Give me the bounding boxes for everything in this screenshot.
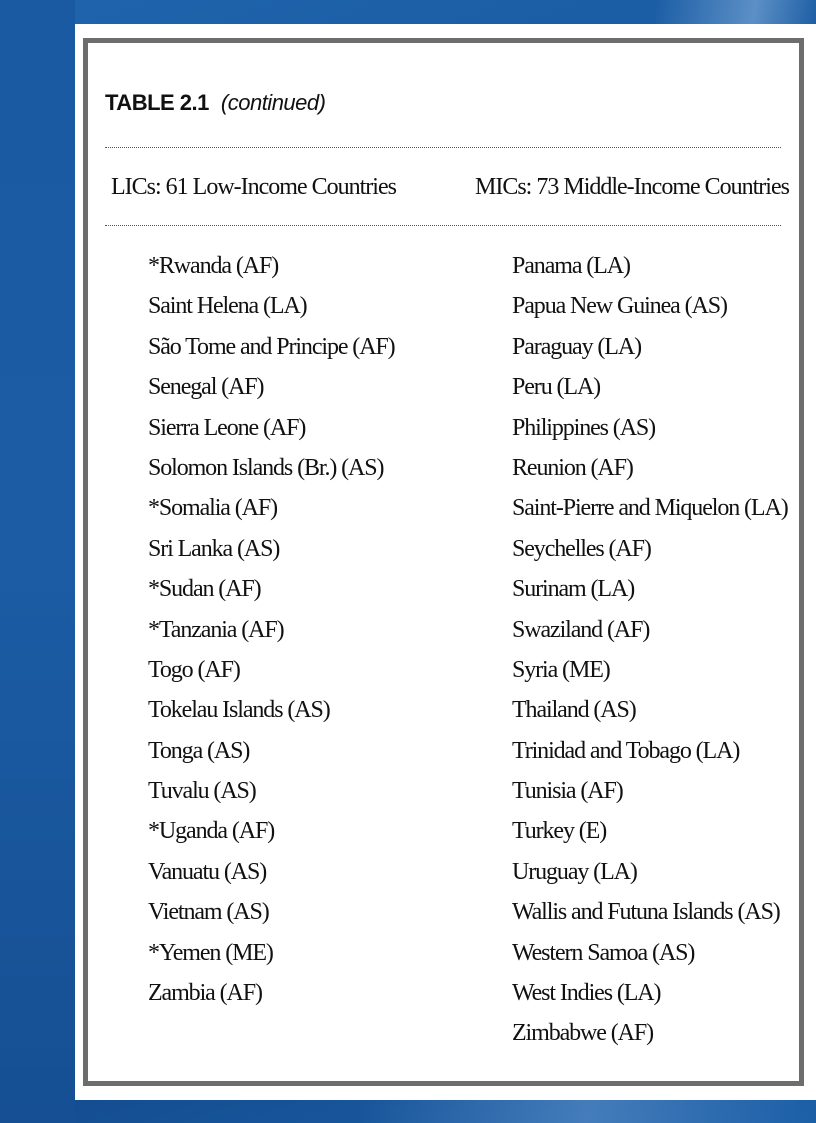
country-entry: Sierra Leone (AF) bbox=[148, 414, 306, 441]
country-entry: São Tome and Principe (AF) bbox=[148, 333, 395, 360]
table-continued-label: (continued) bbox=[220, 90, 326, 115]
country-entry: Zambia (AF) bbox=[148, 980, 262, 1007]
country-entry: Western Samoa (AS) bbox=[512, 939, 695, 966]
slide-background-strip bbox=[0, 0, 75, 1123]
country-entry: Thailand (AS) bbox=[512, 697, 636, 724]
country-entry: *Sudan (AF) bbox=[148, 576, 261, 603]
mic-column-header: MICs: 73 Middle-Income Countries bbox=[475, 174, 789, 200]
country-entry: Tonga (AS) bbox=[148, 737, 250, 764]
country-entry: Surinam (LA) bbox=[512, 576, 635, 603]
country-entry: Peru (LA) bbox=[512, 374, 601, 401]
table-title bbox=[105, 90, 325, 116]
lic-country-list bbox=[148, 246, 395, 1013]
country-entry: Vietnam (AS) bbox=[148, 899, 269, 926]
country-entry: Reunion (AF) bbox=[512, 454, 633, 481]
country-entry: Panama (LA) bbox=[512, 253, 630, 279]
country-entry: Syria (ME) bbox=[512, 656, 610, 683]
table-number: TABLE 2.1 bbox=[105, 90, 209, 115]
lic-column-header: LICs: 61 Low-Income Countries bbox=[111, 174, 396, 200]
country-entry: West Indies (LA) bbox=[512, 980, 661, 1007]
country-entry: Tokelau Islands (AS) bbox=[148, 697, 330, 724]
header-top-rule bbox=[105, 147, 781, 148]
country-entry: Swaziland (AF) bbox=[512, 616, 650, 643]
country-entry: Philippines (AS) bbox=[512, 414, 656, 441]
country-entry: *Somalia (AF) bbox=[148, 495, 278, 522]
country-entry: Zimbabwe (AF) bbox=[512, 1020, 653, 1047]
mic-country-list bbox=[512, 246, 788, 1054]
country-entry: Solomon Islands (Br.) (AS) bbox=[148, 454, 384, 481]
country-entry: *Tanzania (AF) bbox=[148, 616, 284, 643]
country-entry: *Yemen (ME) bbox=[148, 939, 273, 966]
country-entry: Senegal (AF) bbox=[148, 374, 264, 401]
country-entry: Sri Lanka (AS) bbox=[148, 535, 280, 562]
country-entry: Saint Helena (LA) bbox=[148, 293, 307, 320]
country-entry: Vanuatu (AS) bbox=[148, 858, 267, 885]
country-entry: Uruguay (LA) bbox=[512, 858, 637, 885]
country-entry: Tunisia (AF) bbox=[512, 778, 623, 805]
country-entry: Paraguay (LA) bbox=[512, 333, 641, 360]
country-entry: Togo (AF) bbox=[148, 656, 240, 683]
country-entry: Saint-Pierre and Miquelon (LA) bbox=[512, 495, 788, 522]
document-page bbox=[75, 24, 816, 1100]
country-entry: *Uganda (AF) bbox=[148, 818, 275, 845]
country-entry: Trinidad and Tobago (LA) bbox=[512, 737, 740, 764]
country-entry: Tuvalu (AS) bbox=[148, 778, 256, 805]
country-entry: Turkey (E) bbox=[512, 818, 607, 845]
country-entry: Wallis and Futuna Islands (AS) bbox=[512, 899, 780, 926]
country-entry: *Rwanda (AF) bbox=[148, 253, 279, 279]
header-bottom-rule bbox=[105, 225, 781, 226]
country-entry: Seychelles (AF) bbox=[512, 535, 651, 562]
country-entry: Papua New Guinea (AS) bbox=[512, 293, 727, 320]
